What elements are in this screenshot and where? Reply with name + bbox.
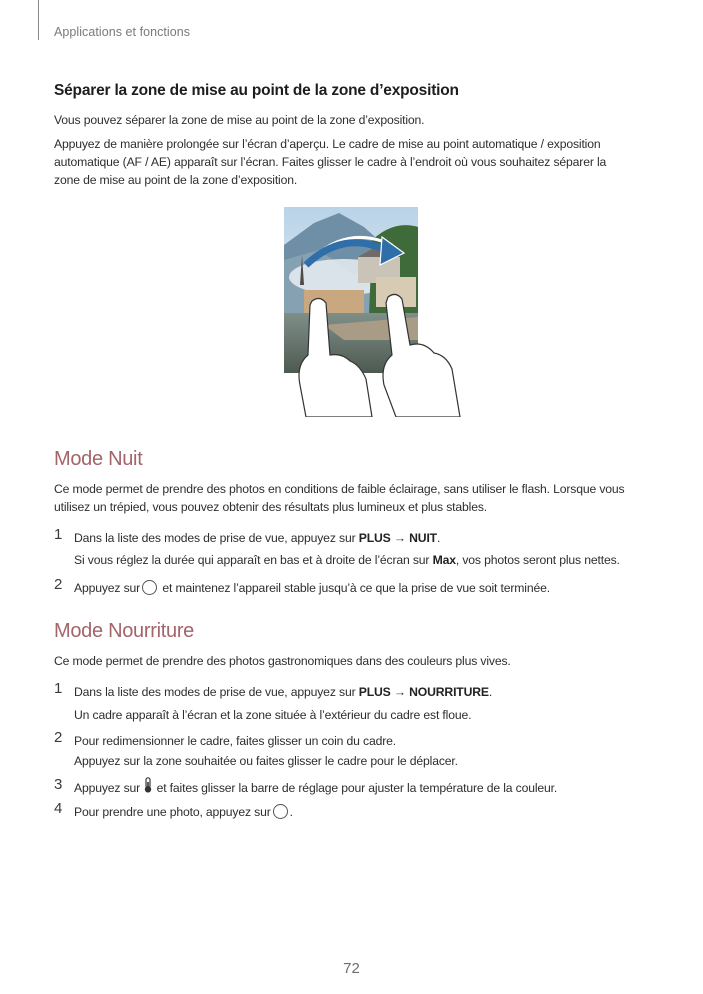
- arrow-icon: →: [390, 685, 410, 699]
- step-number: 2: [54, 576, 63, 593]
- separate-focus-instructions-line1: Appuyez de manière prolongée sur l’écran d’aperçu. Le cadre de mise au point automatique / exposition: [54, 137, 601, 151]
- step-text-part: Appuyez sur: [74, 581, 141, 595]
- step-note: Un cadre apparaît à l’écran et la zone située à l’extérieur du cadre est floue.: [74, 708, 472, 722]
- menu-term-plus: PLUS: [358, 531, 391, 545]
- step-number: 2: [54, 729, 63, 746]
- step-number: 1: [54, 526, 63, 543]
- step-text-part: .: [289, 805, 293, 819]
- header-divider: [38, 0, 39, 40]
- night-mode-description-line1: Ce mode permet de prendre des photos en conditions de faible éclairage, sans utiliser le flash. Lorsque vous: [54, 482, 625, 496]
- separate-focus-intro: Vous pouvez séparer la zone de mise au point de la zone d’exposition.: [54, 113, 425, 127]
- step-text: [74, 802, 293, 822]
- section-heading-separate-focus: Séparer la zone de mise au point de la zone d’exposition: [54, 82, 459, 99]
- night-mode-description-line2: utilisez un trépied, vous pouvez obtenir des résultats plus lumineux et plus stables.: [54, 500, 488, 514]
- step-number: 4: [54, 800, 63, 817]
- setting-term-max: Max: [432, 553, 456, 567]
- shutter-icon: [142, 580, 157, 595]
- thermometer-icon: [143, 777, 153, 799]
- menu-term-food: NOURRITURE: [409, 685, 489, 699]
- menu-term-night: NUIT: [409, 531, 437, 545]
- page-number: 72: [343, 960, 360, 977]
- step-text-part: .: [436, 531, 441, 545]
- step-text: [74, 528, 440, 548]
- step-note-part: Si vous réglez la durée qui apparaît en bas et à droite de l’écran sur: [74, 553, 433, 567]
- separate-focus-instructions-line3: zone de mise au point de la zone d’exposition.: [54, 173, 298, 187]
- right-hand-icon: [383, 294, 460, 417]
- step-text-part: et maintenez l’appareil stable jusqu’à ce que la prise de vue soit terminée.: [159, 581, 550, 595]
- section-title-night-mode: Mode Nuit: [54, 448, 143, 470]
- step-note-part: , vos photos seront plus nettes.: [455, 553, 620, 567]
- menu-term-plus: PLUS: [358, 685, 391, 699]
- arrow-icon: →: [390, 531, 410, 545]
- step-note: [74, 550, 620, 570]
- step-text: Pour redimensionner le cadre, faites glisser un coin du cadre.: [74, 734, 396, 748]
- step-number: 3: [54, 776, 63, 793]
- step-text-part: Dans la liste des modes de prise de vue, appuyez sur: [74, 531, 359, 545]
- step-text-part: et faites glisser la barre de réglage pour ajuster la température de la couleur.: [153, 781, 558, 796]
- food-mode-description: Ce mode permet de prendre des photos gastronomiques dans des couleurs plus vives.: [54, 654, 511, 668]
- separate-focus-instructions-line2: automatique (AF / AE) apparaît sur l’écran. Faites glisser le cadre à l’endroit où vous souhaitez séparer la: [54, 155, 607, 169]
- photo-preview-image: [284, 205, 464, 417]
- step-text: [74, 578, 550, 598]
- step-number: 1: [54, 680, 63, 697]
- step-text-part: .: [488, 685, 493, 699]
- running-header: Applications et fonctions: [54, 25, 191, 39]
- step-note: Appuyez sur la zone souhaitée ou faites glisser le cadre pour le déplacer.: [74, 754, 458, 768]
- focus-exposure-illustration: [284, 205, 464, 417]
- shutter-icon: [273, 804, 288, 819]
- step-text-part: Appuyez sur: [74, 781, 144, 796]
- section-title-food-mode: Mode Nourriture: [54, 620, 195, 642]
- step-text: [74, 778, 557, 800]
- step-text: [74, 682, 492, 702]
- step-text-part: Dans la liste des modes de prise de vue, appuyez sur: [74, 685, 359, 699]
- step-text-part: Pour prendre une photo, appuyez sur: [74, 805, 271, 819]
